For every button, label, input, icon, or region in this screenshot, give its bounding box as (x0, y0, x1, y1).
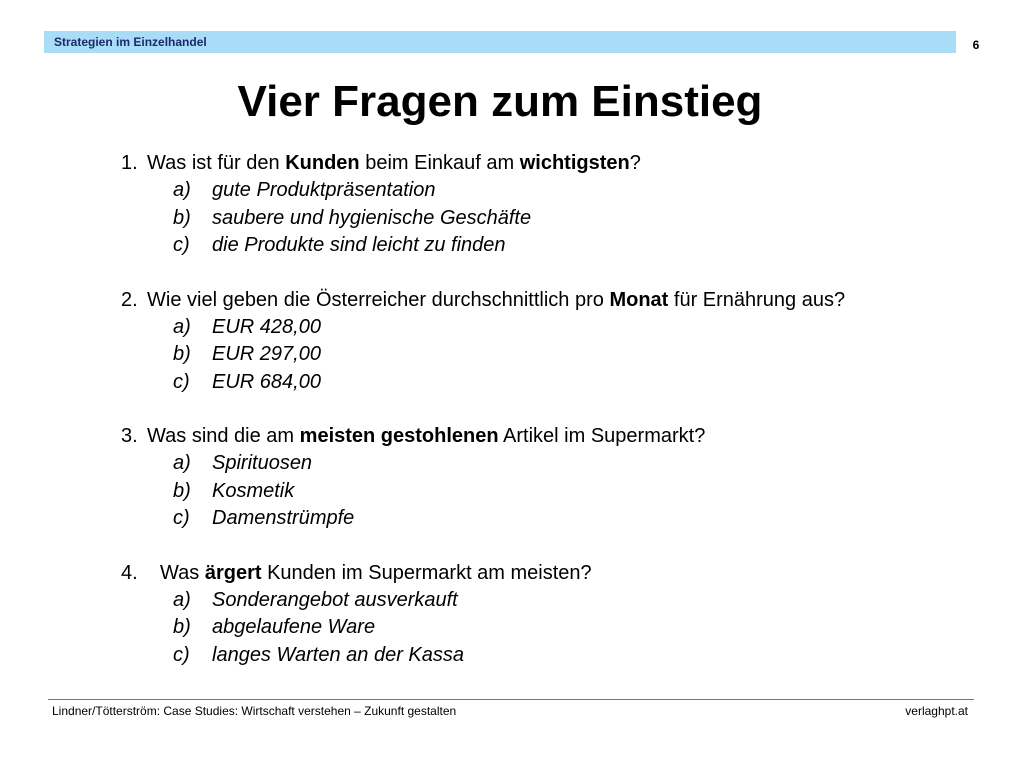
question-number: 3. (121, 425, 138, 447)
question-emphasis: wichtigsten (519, 152, 630, 174)
answer-option (121, 642, 981, 670)
answer-list (121, 450, 981, 533)
answer-letter: b) (173, 616, 191, 638)
question-text (121, 287, 981, 314)
answer-letter: b) (173, 479, 191, 502)
answer-text: EUR 684,00 (212, 370, 321, 393)
question-text-part: Was ist für den (147, 152, 286, 174)
question-text-part: für Ernährung aus? (668, 288, 846, 311)
answer-option (121, 450, 981, 478)
answer-option (121, 341, 981, 369)
question-emphasis: meisten gestohlenen (299, 425, 499, 447)
question-text-part: Was (160, 561, 205, 584)
question-4 (121, 560, 981, 670)
question-text-part: Wie viel geben die Österreicher durchschnittlich pro (147, 288, 610, 311)
answer-option (121, 177, 981, 205)
question-text (121, 560, 981, 587)
question-number: 1. (121, 152, 138, 174)
footer-divider (48, 699, 974, 700)
answer-text: EUR 428,00 (212, 315, 321, 338)
answer-letter: c) (173, 370, 190, 393)
answer-text: Sonderangebot ausverkauft (212, 588, 458, 611)
answer-option (121, 478, 981, 506)
answer-text: langes Warten an der Kassa (212, 643, 465, 666)
footer-publisher: verlaghpt.at (905, 704, 968, 718)
question-text-part: beim Einkauf am (359, 152, 520, 174)
question-text-part: ? (629, 152, 641, 174)
answer-letter: c) (173, 643, 190, 666)
answer-letter: a) (173, 179, 191, 201)
question-number: 4. (121, 561, 138, 584)
answer-option (121, 587, 981, 615)
page-number: 6 (972, 38, 980, 52)
slide-title: Vier Fragen zum Einstieg (237, 77, 763, 126)
question-1 (121, 150, 981, 260)
answer-option (121, 369, 981, 397)
question-3 (121, 423, 981, 533)
question-list (121, 150, 981, 696)
header-bar (44, 31, 956, 53)
question-text (121, 150, 981, 177)
question-text-part: Was sind die am (147, 425, 300, 447)
answer-text: gute Produktpräsentation (212, 179, 436, 201)
answer-option (121, 232, 981, 260)
question-text-part: Kunden im Supermarkt am meisten? (261, 561, 592, 584)
answer-text: die Produkte sind leicht zu finden (212, 234, 506, 256)
question-emphasis: ärgert (204, 561, 262, 584)
question-emphasis: Kunden (285, 152, 360, 174)
header-title: Strategien im Einzelhandel (54, 35, 207, 49)
answer-option (121, 205, 981, 233)
question-text-part: Artikel im Supermarkt? (498, 425, 706, 447)
answer-option (121, 614, 981, 642)
answer-text: Spirituosen (212, 452, 313, 474)
answer-text: abgelaufene Ware (212, 616, 376, 638)
answer-list (121, 314, 981, 397)
answer-letter: b) (173, 206, 191, 229)
question-text (121, 423, 981, 450)
answer-letter: a) (173, 315, 191, 338)
answer-letter: a) (173, 452, 191, 474)
answer-list (121, 587, 981, 670)
answer-letter: a) (173, 588, 191, 611)
answer-option (121, 314, 981, 342)
answer-text: EUR 297,00 (212, 343, 321, 365)
answer-letter: c) (173, 234, 190, 256)
answer-text: Kosmetik (212, 479, 295, 502)
answer-text: Damenstrümpfe (212, 507, 355, 529)
question-2 (121, 287, 981, 397)
footer-citation: Lindner/Tötterström: Case Studies: Wirtschaft verstehen – Zukunft gestalten (52, 704, 457, 718)
answer-letter: b) (173, 343, 191, 365)
answer-text: saubere und hygienische Geschäfte (212, 206, 532, 229)
answer-letter: c) (173, 507, 190, 529)
answer-option (121, 505, 981, 533)
question-emphasis: Monat (609, 288, 669, 311)
question-number: 2. (121, 288, 138, 311)
answer-list (121, 177, 981, 260)
